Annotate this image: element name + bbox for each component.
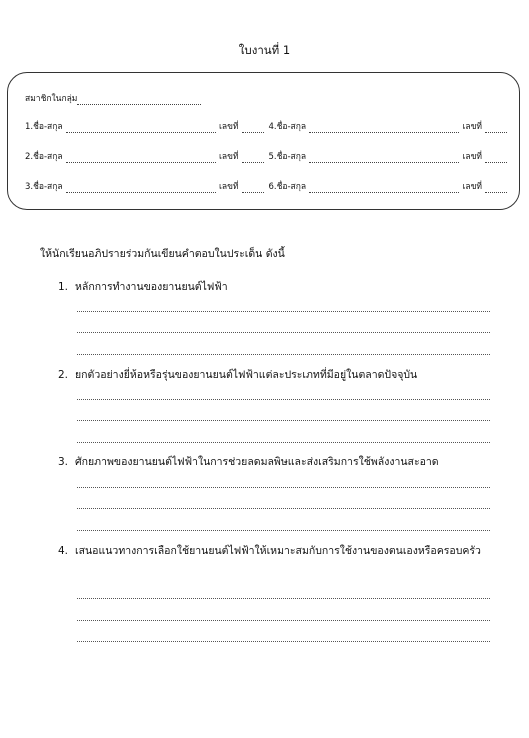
member-name-label: 4.ชื่อ-สกุล (268, 122, 307, 132)
answer-line[interactable] (77, 399, 490, 400)
question-text: ยกตัวอย่างยี่ห้อหรือรุ่นของยานยนต์ไฟฟ้าแต่ละประเภทที่มีอยู่ในตลาดปัจจุบัน (75, 369, 418, 381)
answer-line[interactable] (77, 641, 490, 642)
member-number-blank[interactable] (485, 124, 507, 133)
member-row (25, 121, 507, 133)
member-name-label: 3.ชื่อ-สกุล (25, 182, 63, 192)
answer-line[interactable] (77, 354, 490, 355)
group-members-label: สมาชิกในกลุ่ม (25, 94, 78, 104)
member-number-label: เลขที่ (462, 122, 482, 132)
member-number-label: เลขที่ (462, 182, 482, 192)
member-name-label: 2.ชื่อ-สกุล (25, 152, 63, 162)
member-number-label: เลขที่ (218, 122, 239, 132)
answer-line[interactable] (77, 508, 490, 509)
member-name-blank[interactable] (309, 124, 459, 133)
question-number: 2. (58, 369, 69, 381)
member-name-blank[interactable] (309, 154, 459, 163)
answer-line[interactable] (77, 442, 490, 443)
question-text: ศักยภาพของยานยนต์ไฟฟ้าในการช่วยลดมลพิษและส่งเสริมการใช้พลังงานสะอาด (75, 456, 439, 468)
answer-line[interactable] (77, 420, 490, 421)
member-name-blank[interactable] (66, 154, 216, 163)
answer-line[interactable] (77, 620, 490, 621)
member-row (25, 151, 507, 163)
member-number-label: เลขที่ (462, 152, 482, 162)
instruction-text: ให้นักเรียนอภิปรายร่วมกันเขียนคำตอบในประเด็น ดังนี้ (40, 248, 285, 260)
question-item (58, 540, 498, 562)
member-name-label: 5.ชื่อ-สกุล (268, 152, 307, 162)
question-text: หลักการทำงานของยานยนต์ไฟฟ้า (75, 281, 228, 293)
answer-line[interactable] (77, 487, 490, 488)
member-number-blank[interactable] (242, 184, 264, 193)
worksheet-title: ใบงานที่ 1 (238, 43, 291, 57)
member-name-blank[interactable] (66, 184, 216, 193)
member-number-label: เลขที่ (218, 182, 239, 192)
member-name-label: 6.ชื่อ-สกุล (268, 182, 307, 192)
question-item (58, 451, 498, 473)
member-name-blank[interactable] (66, 124, 216, 133)
question-number: 1. (58, 281, 69, 293)
member-name-blank[interactable] (309, 184, 459, 193)
member-number-blank[interactable] (242, 154, 264, 163)
question-text: เสนอแนวทางการเลือกใช้ยานยนต์ไฟฟ้าให้เหมาะสมกับการใช้งานของตนเองหรือครอบครัว (75, 545, 481, 557)
group-name-blank[interactable] (77, 95, 201, 105)
answer-line[interactable] (77, 332, 490, 333)
member-number-label: เลขที่ (218, 152, 239, 162)
answer-line[interactable] (77, 530, 490, 531)
question-number: 3. (58, 456, 69, 468)
member-number-blank[interactable] (485, 184, 507, 193)
member-row (25, 181, 507, 193)
member-number-blank[interactable] (242, 124, 264, 133)
member-number-blank[interactable] (485, 154, 507, 163)
question-item (58, 364, 498, 386)
question-item (58, 276, 498, 298)
answer-line[interactable] (77, 598, 490, 599)
member-name-label: 1.ชื่อ-สกุล (25, 122, 63, 132)
answer-line[interactable] (77, 311, 490, 312)
group-members-heading (25, 91, 201, 105)
question-number: 4. (58, 545, 69, 557)
